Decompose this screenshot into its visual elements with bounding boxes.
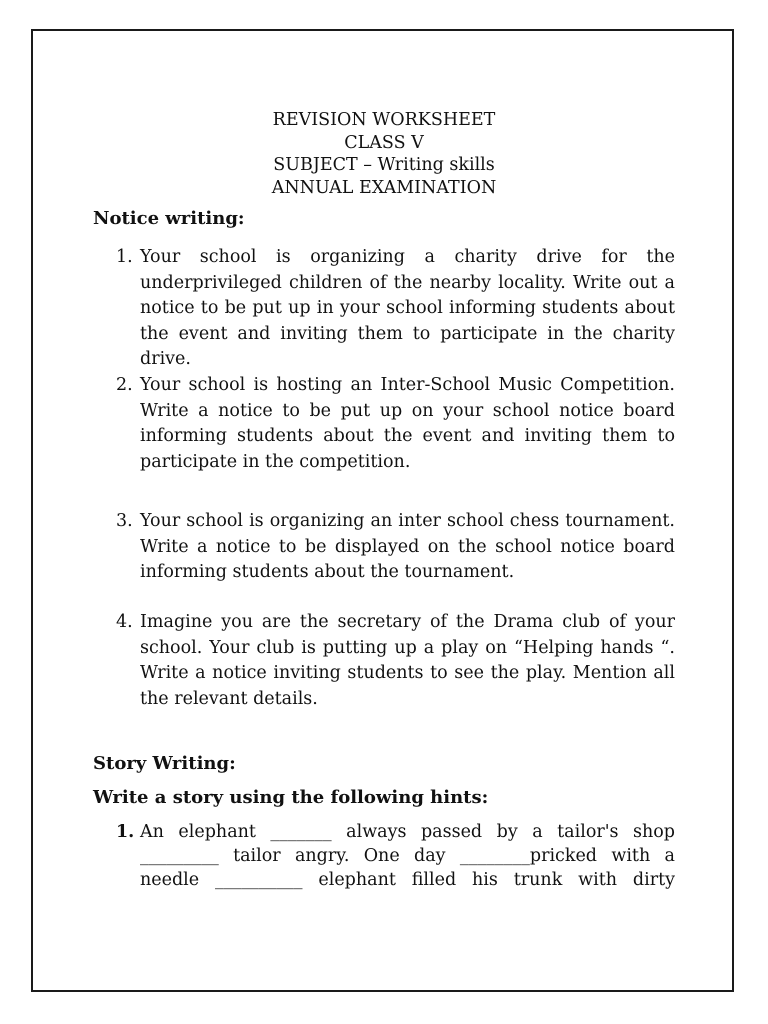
notice-question-1 [116, 245, 675, 373]
subject-label: SUBJECT – Writing skills [273, 155, 495, 175]
question-number: 3. [116, 511, 133, 531]
question-number: 1. [116, 822, 135, 842]
question-text: Your school is organizing an inter school chess tournament. Write a notice to be displayed on the school notice board informing students about the tournament. [140, 511, 675, 582]
exam-label: ANNUAL EXAMINATION [271, 177, 497, 198]
story-hints [140, 820, 675, 892]
story-writing-instruction: Write a story using the following hints: [93, 787, 489, 808]
question-number: 1. [116, 247, 133, 267]
question-number: 4. [116, 612, 133, 632]
worksheet-title: REVISION WORKSHEET [272, 110, 496, 130]
story-hint-line: needle __________ elephant filled his trunk with dirty [140, 870, 675, 890]
class-label: CLASS V [344, 132, 424, 153]
question-text: Your school is hosting an Inter-School Music Competition. Write a notice to be put up on your school notice board informing students about the event and inviting them to participate in the competition. [140, 375, 675, 472]
question-number: 2. [116, 375, 133, 395]
worksheet-header [0, 109, 768, 199]
question-text: Your school is organizing a charity drive for the underprivileged children of the nearby locality. Write out a notice to be put up in your school informing students about the event and inviting them to participate in the charity drive. [140, 247, 675, 369]
question-text: Imagine you are the secretary of the Drama club of your school. Your club is putting up a play on “Helping hands “. Write a notice inviting students to see the play. Mention all the relevant details. [140, 612, 675, 709]
notice-question-3 [116, 509, 675, 586]
notice-question-4 [116, 610, 675, 712]
notice-question-2 [116, 373, 675, 475]
story-writing-heading: Story Writing: [93, 753, 236, 774]
story-hint-line: _________ tailor angry. One day ________pricked with a [140, 846, 675, 866]
story-hint-line: An elephant _______ always passed by a tailor's shop [140, 822, 675, 842]
story-question-1 [116, 820, 675, 892]
notice-writing-heading: Notice writing: [93, 208, 245, 229]
